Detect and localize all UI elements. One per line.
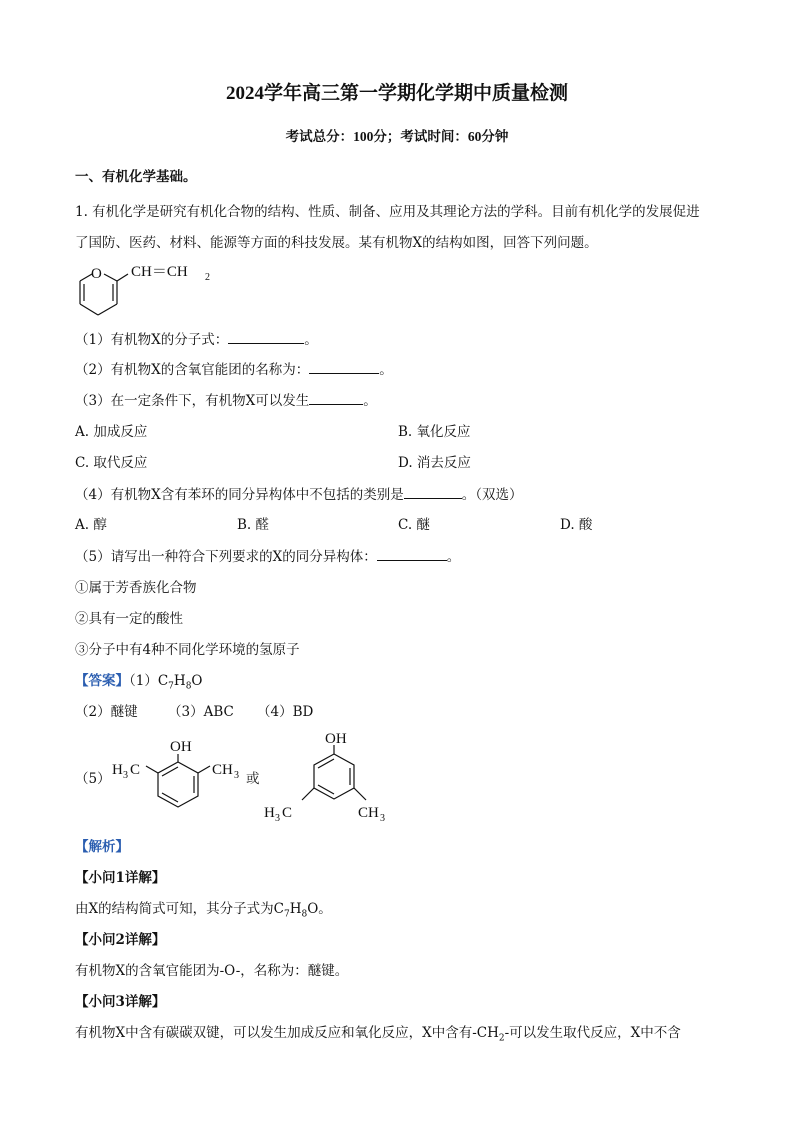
requirement-3: ③分子中有4种不同化学环境的氢原子 xyxy=(75,642,300,658)
answer-blank-2[interactable] xyxy=(309,360,379,374)
h3c-label-c: C xyxy=(130,762,141,778)
or-connector: 或 xyxy=(246,771,260,787)
exam-info: 考试总分：100分；考试时间：60分钟 xyxy=(285,129,509,144)
answer-label: 【答案】 xyxy=(75,673,129,689)
oh-label: OH xyxy=(170,739,192,755)
option-4c: C. 醚 xyxy=(398,517,430,533)
subquestion-1: （1）有机物X的分子式： 。 xyxy=(75,332,318,348)
h3c-label-h: H xyxy=(264,805,275,821)
option-4a: A. 醇 xyxy=(75,517,107,533)
option-3c: C. 取代反应 xyxy=(75,455,148,471)
question-stem-line2: 了国防、医药、材料、能源等方面的科技发展。某有机物X的结构如图，回答下列问题。 xyxy=(75,235,598,251)
question-stem-line1: 1. 有机化学是研究有机化合物的结构、性质、制备、应用及其理论方法的学科。目前有机化学的发展促进 xyxy=(75,204,700,220)
structure-dimethylphenol-35 xyxy=(262,730,397,826)
subquestion-4: （4）有机物X含有苯环的同分异构体中不包括的类别是 。（双选） xyxy=(75,487,523,503)
option-4d: D. 酸 xyxy=(560,517,593,533)
structure-x-diagram xyxy=(70,256,230,320)
subsection-2-heading: 【小问2详解】 xyxy=(75,932,166,948)
subsection-2-text: 有机物X的含氧官能团为-O-，名称为：醚键。 xyxy=(75,963,349,979)
oh-label: OH xyxy=(325,731,347,747)
requirement-1: ①属于芳香族化合物 xyxy=(75,580,197,596)
ch3-label: CH xyxy=(358,805,379,821)
h3c-label-sub: 3 xyxy=(275,813,280,824)
structure-dimethylphenol-26 xyxy=(108,734,258,818)
ch3-label: CH xyxy=(212,762,233,778)
answer-2: （2）醚键 xyxy=(75,704,138,720)
subquestion-2: （2）有机物X的含氧官能团的名称为： 。 xyxy=(75,362,393,378)
subsection-3-heading: 【小问3详解】 xyxy=(75,994,166,1010)
h3c-label-h: H xyxy=(112,762,123,778)
requirement-2: ②具有一定的酸性 xyxy=(75,611,183,627)
h3c-label-sub: 3 xyxy=(123,770,128,781)
answer-4: （4）BD xyxy=(257,704,314,720)
subsection-1-heading: 【小问1详解】 xyxy=(75,870,166,886)
answer-blank-3[interactable] xyxy=(309,391,363,405)
option-3d: D. 消去反应 xyxy=(398,455,471,471)
section-heading: 一、有机化学基础。 xyxy=(75,169,197,185)
subsection-3-text: 有机物X中含有碳碳双键，可以发生加成反应和氧化反应，X中含有$-CH_2-$可以发生取代反应，X中不含 xyxy=(75,1025,681,1044)
analysis-label: 【解析】 xyxy=(75,839,129,855)
subsection-1-text: 由X的结构简式可知，其分子式为$C_7H_8O$。 xyxy=(75,901,332,920)
page-title: 2024学年高三第一学期化学期中质量检测 xyxy=(225,83,568,104)
option-3a: A. 加成反应 xyxy=(75,424,148,440)
option-3b: B. 氧化反应 xyxy=(398,424,471,440)
answer-blank-4[interactable] xyxy=(404,485,462,499)
vinyl-group-label: CH＝CH xyxy=(131,264,188,280)
subquestion-5: （5）请写出一种符合下列要求的X的同分异构体： 。 xyxy=(75,549,461,565)
answer-blank-5[interactable] xyxy=(377,547,447,561)
ring-oxygen-label: O xyxy=(91,266,102,282)
answer-5-label: （5） xyxy=(75,771,111,787)
option-4b: B. 醛 xyxy=(237,517,270,533)
h3c-label-c: C xyxy=(282,805,293,821)
answer-line-1: 【答案】$(1)C_7H_8O$ xyxy=(75,673,203,692)
subquestion-3: （3）在一定条件下，有机物X可以发生 。 xyxy=(75,393,377,409)
answer-3: （3）ABC xyxy=(168,704,234,720)
ch3-label-sub: 3 xyxy=(380,813,385,824)
ch3-label-sub: 3 xyxy=(234,770,239,781)
vinyl-subscript: 2 xyxy=(205,272,210,283)
answer-blank-1[interactable] xyxy=(228,330,304,344)
